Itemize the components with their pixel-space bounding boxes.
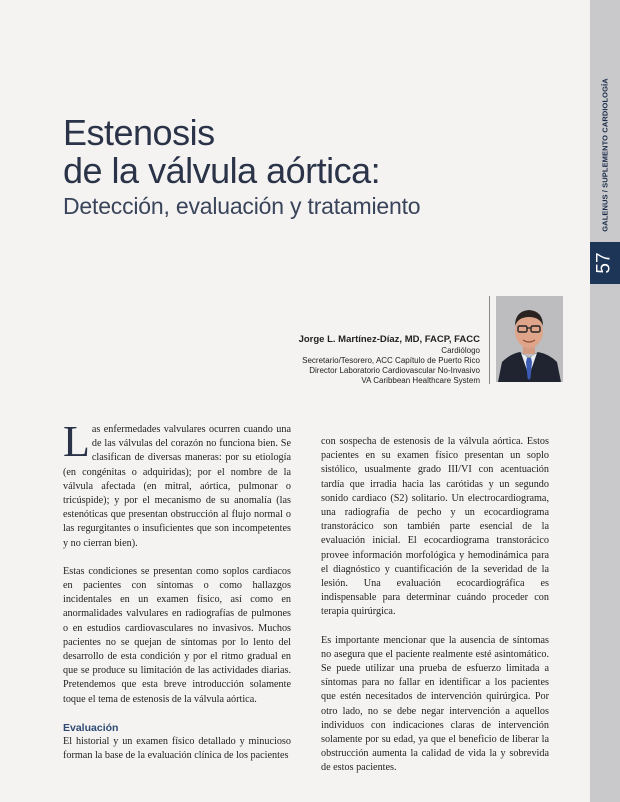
author-block — [299, 334, 480, 386]
journal-name: GALENUS / SUPLEMENTO CARDIOLOGÍA — [600, 78, 610, 232]
title-line-2: de la válvula aórtica: — [63, 150, 381, 191]
author-role-4: VA Caribbean Healthcare System — [361, 376, 480, 385]
author-photo — [496, 296, 563, 382]
paragraph-2: Estas condiciones se presentan como soplos cardiacos en pacientes con síntomas o como hallazgos incidentales en un examen físico, así como en anormalidades valvulares en radiografías de pulmones o en estudios cardiovasculares no invasivos. Muchos pacientes no se quejan de síntomas por lo lento del desarrollo de esta condición y por el ritmo gradual en que se produce su limitación de las actividades diarias. Pretendemos que esta breve introducción solamente toque el tema de estenosis de la válvula aórtica. — [63, 565, 291, 705]
paragraph-intro — [63, 417, 291, 551]
paragraph-1-text: as enfermedades valvulares ocurren cuando una de las válvulas del corazón no funciona bien. Se clasifican de diversas maneras: por su etiología (en congénitas o adquiridas); por el nombre de la válvula afectada (en mitral, aórtica, pulmonar o tricúspide); y por el mecanismo de su anomalía (las estenóticas que presentan obstrucción al flujo normal o las regurgitantes o insuficientes que son incompetentes y no cierran bien). — [63, 424, 291, 549]
paragraph-3: El historial y un examen físico detallado y minucioso forman la base de la evaluación clínica de los pacientes — [63, 735, 291, 762]
drop-cap: L — [63, 417, 90, 466]
author-role-3: Director Laboratorio Cardiovascular No-Invasivo — [309, 366, 480, 375]
title-line-1: Estenosis — [63, 112, 215, 153]
body-column-left — [63, 417, 291, 763]
section-heading-evaluacion: Evaluación — [63, 721, 119, 734]
paragraph-5: Es importante mencionar que la ausencia de síntomas no asegura que el paciente realmente esté asintomático. Se puede utilizar una prueba de esfuerzo limitada a síntomas para no fallar en identificar a los pacientes que estén necesitados de intervención quirúrgica. Por otro lado, no se debe negar intervención a aquellos individuos con indicaciones claras de intervención solamente por su edad, ya que el beneficio de liberar la obstrucción aumenta la calidad de vida la y sobrevida de estos pacientes. — [321, 634, 549, 774]
author-name: Jorge L. Martínez-Díaz, MD, FACP, FACC — [298, 334, 480, 345]
paragraph-4: con sospecha de estenosis de la válvula aórtica. Estos pacientes en su examen físico presentan un soplo sistólico, usualmente grado III/VI con acentuación tardía que irradia hacia las carótidas y un segundo sonido cardiaco (S2) solitario. Un electrocardiograma, una radiografía de pecho y un ecocardiograma transtorácico son también parte esencial de la evaluación inicial. El ecocardiograma transtorácico provee información morfológica y hemodinámica para el diagnóstico y cuantificación de la severidad de la lesión. Una evaluación ecocardiográfica es indispensable para determinar cuándo proceder con terapia quirúrgica. — [321, 436, 549, 618]
page-number-tab — [590, 242, 620, 284]
author-role-1: Cardiólogo — [441, 346, 480, 355]
author-divider — [489, 296, 490, 384]
journal-running-head — [591, 60, 619, 250]
subtitle: Detección, evaluación y tratamiento — [63, 193, 421, 219]
body-column-right — [321, 435, 549, 790]
page-number: 57 — [593, 252, 615, 274]
author-role-2: Secretario/Tesorero, ACC Capítulo de Puerto Rico — [302, 356, 480, 365]
